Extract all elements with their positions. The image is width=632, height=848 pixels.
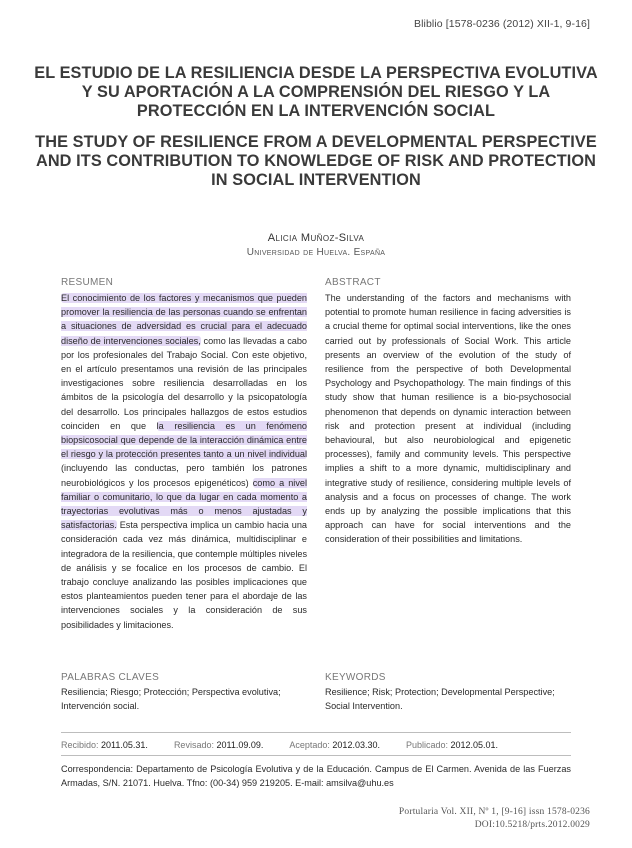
keywords-label: KEYWORDS — [325, 672, 386, 683]
date-recibido: Recibido: 2011.05.31. — [61, 740, 148, 750]
running-header: Bliblio [1578-0236 (2012) XII-1, 9-16] — [414, 18, 590, 30]
date-aceptado: Aceptado: 2012.03.30. — [289, 740, 380, 750]
date-publicado: Publicado: 2012.05.01. — [405, 740, 499, 750]
abstract-label: ABSTRACT — [325, 277, 381, 288]
resumen-text-2: (incluyendo las conductas, pero también los patrones neurobiológicos y los procesos epigenéticos) — [61, 463, 307, 488]
keywords-text: Resilience; Risk; Protection; Developmental Perspective; Social Intervention. — [325, 687, 555, 712]
author-name: Alicia Muñoz-Silva — [267, 232, 365, 244]
titles — [30, 64, 602, 190]
highlight-1: El conocimiento de los factores y mecanismos que pueden promover la resiliencia de las personas cuando se enfrentan a situaciones de adversidad es crucial para el adecuado diseño de intervenciones sociales, — [61, 293, 307, 346]
resumen-text-3: Esta perspectiva implica un cambio hacia una consideración cada vez más dinámica, multidisciplinar e integradora de la resiliencia, que contemple múltiples niveles de análisis y se focalice en los procesos de cambio. El trabajo concluye analizando las posibles implicaciones que estos planteamientos pueden tener para el abordaje de las intervenciones sociales y la consideración de sus posibilidades y limitaciones. — [61, 520, 308, 630]
palabras-claves-label: PALABRAS CLAVES — [61, 672, 160, 683]
author-affiliation: Universidad de Huelva. España — [246, 247, 386, 258]
footer-doi: DOI:10.5218/prts.2012.0029 — [474, 820, 590, 830]
date-revisado: Revisado: 2011.09.09. — [173, 740, 264, 750]
resumen-label: RESUMEN — [61, 277, 114, 288]
title-spanish: EL ESTUDIO DE LA RESILIENCIA DESDE LA PERSPECTIVA EVOLUTIVA Y SU APORTACIÓN A LA COMPRENSIÓN DEL RIESGO Y LA PROTECCIÓN EN LA INTERVENCIÓN SOCIAL — [34, 64, 598, 120]
highlight-3: como a nivel familiar o comunitario, lo que da lugar en cada momento a trayectorias evolutivas más o menos ajustadas y satisfactorias. — [61, 477, 307, 531]
palabras-claves-section — [61, 672, 307, 713]
title-english: THE STUDY OF RESILIENCE FROM A DEVELOPMENTAL PERSPECTIVE AND ITS CONTRIBUTION TO KNOWLEDGE OF RISK AND PROTECTION IN SOCIAL INTERVENTION — [35, 133, 597, 189]
footer-journal: Portularia Vol. XII, Nº 1, [9-16] issn 1578-0236 — [398, 807, 590, 817]
resumen-text — [61, 291, 307, 632]
correspondence: Correspondencia: Departamento de Psicología Evolutiva y de la Educación. Campus de El Carmen. Avenida de las Fuerzas Armadas, S/N. 21071. Huelva. Tfno: (00-34) 959 219205. E-mail: amsilva@uhu.es — [61, 764, 571, 788]
footer — [399, 806, 590, 832]
keywords-section — [325, 672, 571, 713]
highlight-2: la resiliencia es un fenómeno biopsicosocial que depende de la interacción dinámica entre el riesgo y la protección presentes tanto a un nivel individual — [61, 420, 307, 460]
resumen-section — [61, 277, 307, 632]
divider-top — [61, 732, 571, 733]
abstract-text: The understanding of the factors and mechanisms with potential to promote human resilience in facing adversities is a crucial theme for optimal social interventions, like the ones carried out by professionals of Social Work. This article presents an overview of the evolution of the study of resilience from the perspective of both Developmental Psychology and Psychopathology. The main findings of this study show that human resilience is a bio-psychosocial phenomenon that depends on dynamic interaction between risk and protection present at individual (including behavioural, but also neurobiological and epigenetic processes), family and community levels. This perspective implies a shift to a more dynamic, multidisciplinary and integrative study of resilience, considering multiple levels of analysis and a focus on processes of change. The work ends up by analyzing the possible implications that this approach can have for social interventions and the consideration of their possibilities and limitations. — [325, 293, 571, 545]
divider-bottom — [61, 755, 571, 756]
abstract-section — [325, 277, 571, 547]
dates-row — [61, 740, 498, 750]
palabras-claves-text: Resiliencia; Riesgo; Protección; Perspectiva evolutiva; Intervención social. — [61, 687, 281, 712]
author-block — [0, 232, 632, 258]
resumen-text-1: como las llevadas a cabo por los profesionales del Trabajo Social. Con este objetivo, en el artículo presentamos una revisión de las principales investigaciones sobre resiliencia desarrolladas en los ámbitos de la psicología del desarrollo y la psicopatología del desarrollo. Los principales hallazgos de estos estudios coinciden en que — [61, 335, 307, 431]
